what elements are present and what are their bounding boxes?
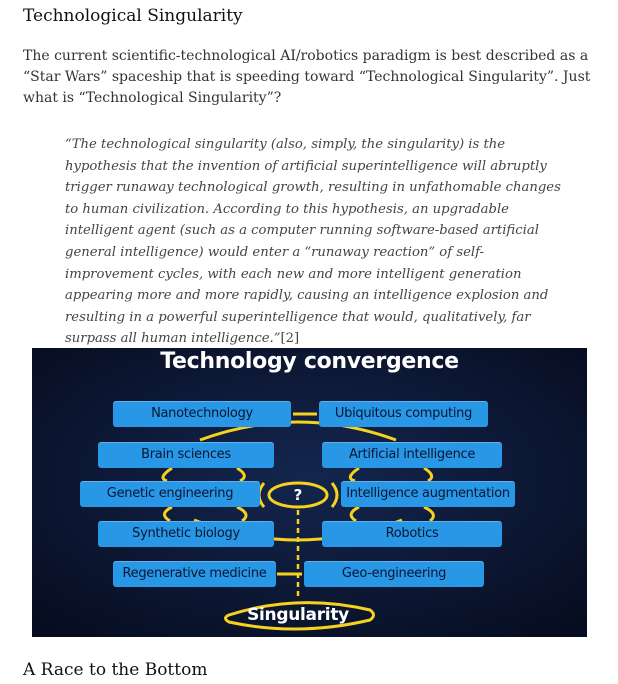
next-section-heading: A Race to the Bottom	[23, 660, 208, 680]
technology-convergence-diagram	[32, 348, 587, 637]
center-question-mark: ?	[293, 486, 303, 504]
box-artificial-intelligence: Artificial intelligence	[322, 442, 502, 468]
quote-text: “The technological singularity (also, simply, the singularity) is the hypothesis that the invention of artificial superintelligence will abruptly trigger runaway technological growth, resulting in unfathomable changes to human civilization. According to this hypothesis, an upgradable intelligent agent (such as a computer running software-based artificial general intelligence) would enter a “runaway reaction” of self-improvement cycles, with each new and more intelligent generation appearing more and more rapidly, causing an intelligence explosion and resulting in a powerful superintelligence that would, qualitatively, far surpass all human intelligence.”	[65, 137, 561, 347]
box-geo-engineering: Geo-engineering	[304, 561, 484, 587]
citation-link[interactable]: [2]	[280, 331, 300, 347]
box-regenerative-medicine: Regenerative medicine	[113, 561, 276, 587]
blockquote	[65, 134, 565, 350]
section-heading: Technological Singularity	[23, 6, 243, 26]
box-intelligence-augmentation: Intelligence augmentation	[341, 481, 515, 507]
box-synthetic-biology: Synthetic biology	[98, 521, 274, 547]
box-nanotechnology: Nanotechnology	[113, 401, 291, 427]
intro-paragraph: The current scientific-technological AI/robotics paradigm is best described as a “Star Wars” spaceship that is speeding toward “Technological Singularity”. Just what is “Technological Singularity”?	[23, 48, 591, 106]
box-genetic-engineering: Genetic engineering	[80, 481, 260, 507]
box-brain-sciences: Brain sciences	[98, 442, 274, 468]
box-ubiquitous-computing: Ubiquitous computing	[319, 401, 488, 427]
box-robotics: Robotics	[322, 521, 502, 547]
singularity-label: Singularity	[247, 605, 349, 625]
diagram-title: Technology convergence	[160, 349, 459, 374]
